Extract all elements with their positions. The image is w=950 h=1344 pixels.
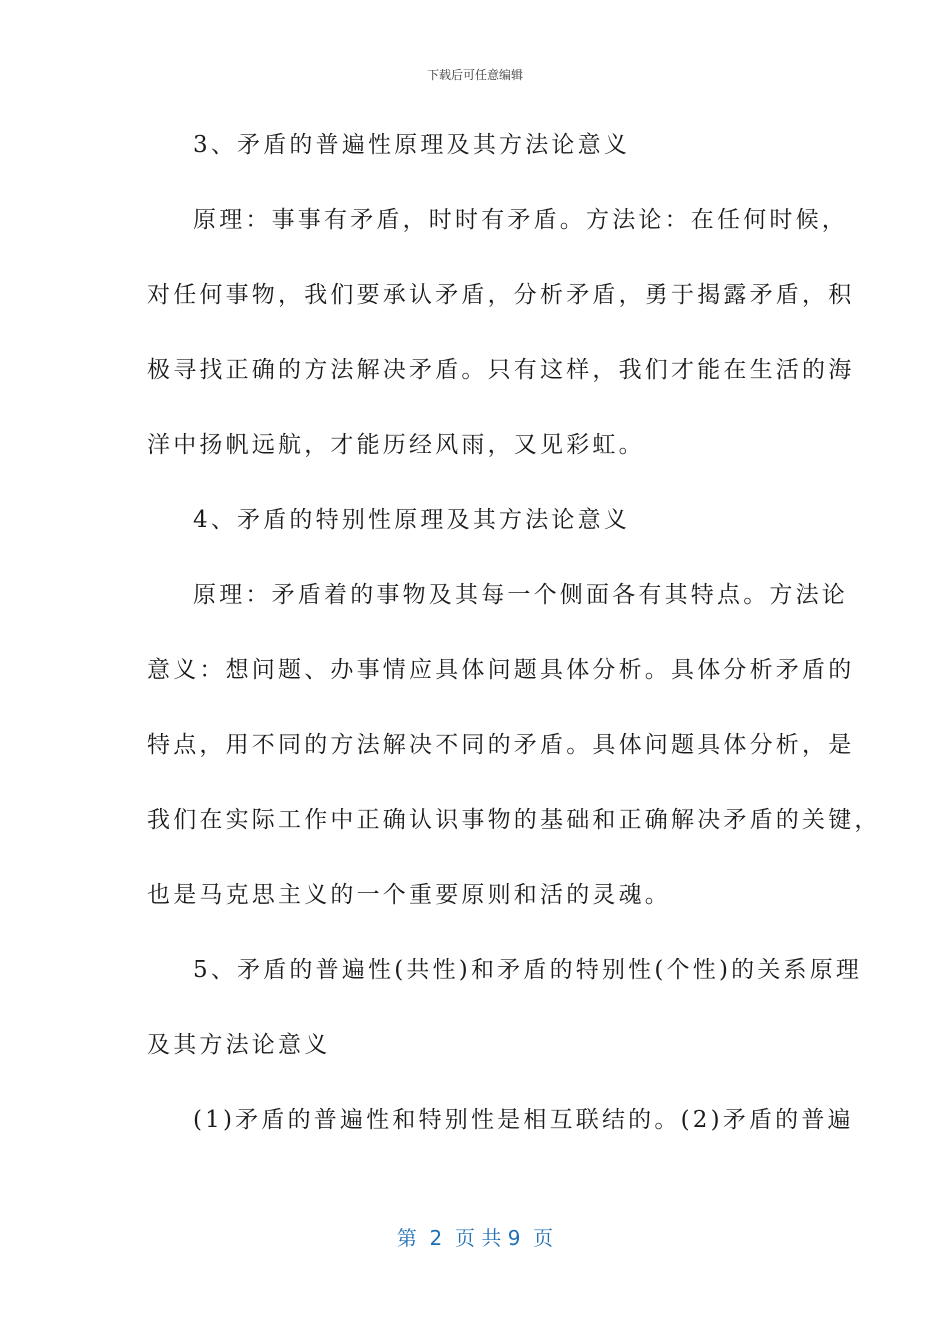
paragraph-line: 极寻找正确的方法解决矛盾。只有这样，我们才能在生活的海	[147, 357, 855, 383]
page-number-footer: 第 2 页 共 9 页	[396, 1226, 554, 1250]
paragraph-line: 我们在实际工作中正确认识事物的基础和正确解决矛盾的关键，	[147, 807, 881, 833]
paragraph-line: 意义：想问题、办事情应具体问题具体分析。具体分析矛盾的	[147, 657, 855, 683]
heading-4: 4、矛盾的特别性原理及其方法论意义	[193, 507, 631, 533]
paragraph-line: (1)矛盾的普遍性和特别性是相互联结的。(2)矛盾的普遍	[193, 1107, 854, 1133]
heading-5-continued: 及其方法论意义	[147, 1032, 331, 1058]
paragraph-line: 原理：矛盾着的事物及其每一个侧面各有其特点。方法论	[193, 582, 848, 608]
paragraph-line: 对任何事物，我们要承认矛盾，分析矛盾，勇于揭露矛盾，积	[147, 282, 855, 308]
heading-3: 3、矛盾的普遍性原理及其方法论意义	[193, 132, 631, 158]
paragraph-line: 特点，用不同的方法解决不同的矛盾。具体问题具体分析，是	[147, 732, 855, 758]
paragraph-line: 洋中扬帆远航，才能历经风雨，又见彩虹。	[147, 432, 645, 458]
paragraph-line: 原理：事事有矛盾，时时有矛盾。方法论：在任何时候，	[193, 207, 848, 233]
page-header: 下载后可任意编辑	[426, 68, 523, 82]
document-body	[147, 116, 881, 1166]
paragraph-line: 也是马克思主义的一个重要原则和活的灵魂。	[147, 882, 671, 908]
heading-5: 5、矛盾的普遍性(共性)和矛盾的特别性(个性)的关系原理	[193, 957, 863, 983]
